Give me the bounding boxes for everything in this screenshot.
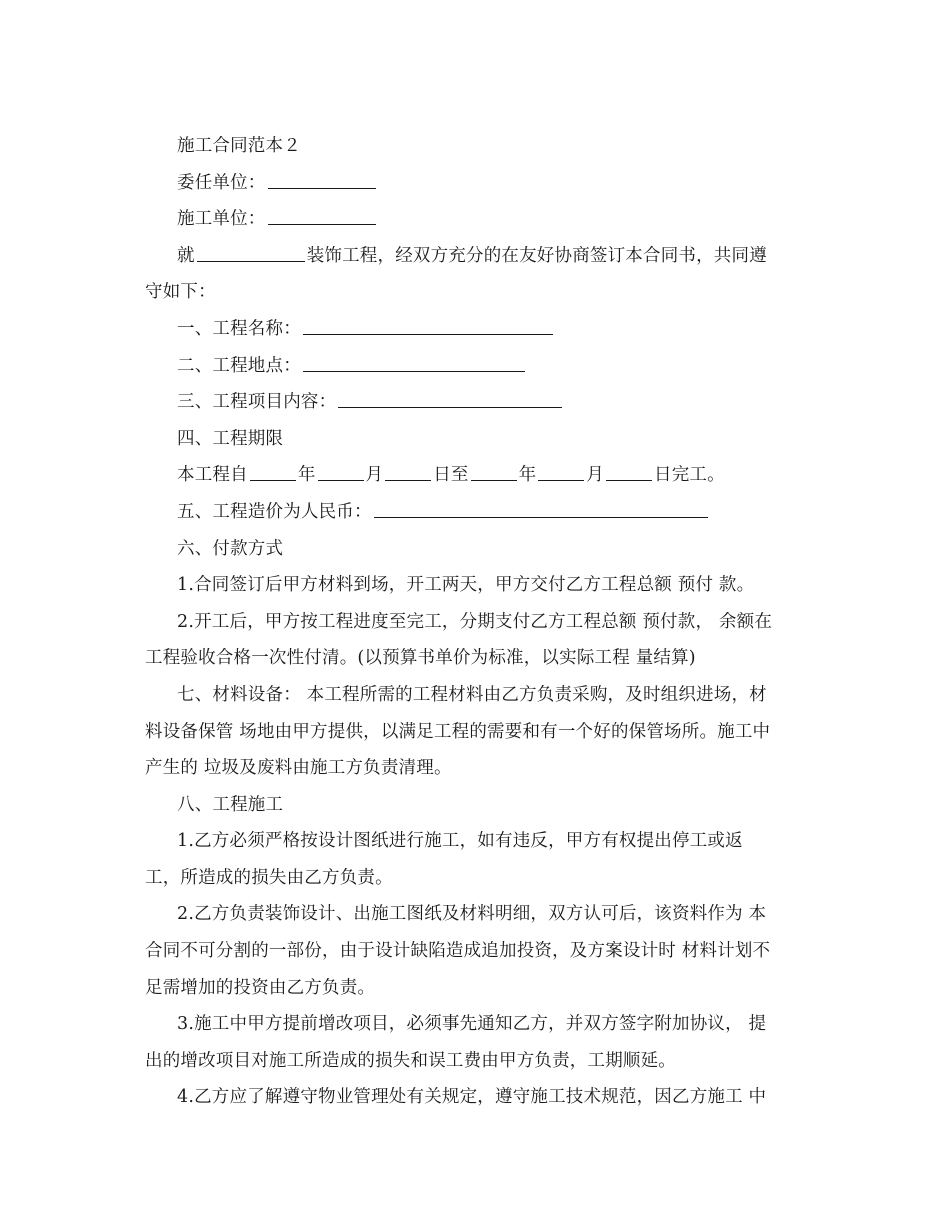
section-1-label: 一、工程名称： [177,318,301,339]
construction-clause-1-cont-text: 工，所造成的损失由乙方负责。 [145,867,393,888]
construction-clause-2-text: 2.乙方负责装饰设计、出施工图纸及材料明细，双方认可后，该资料作为 本 [177,904,767,925]
construction-clause-1 [145,823,805,860]
title-text: 施工合同范本２ [177,136,301,156]
project-content-blank [338,389,562,408]
period-month: 月 [365,465,384,486]
period-line [145,457,805,494]
section-7-cont-2 [145,750,805,787]
construction-clause-2 [145,896,805,933]
payment-clause-2-cont-text: 工程验收合格一次性付清。(以预算书单价为标准，以实际工程 量结算) [145,648,696,669]
intro-prefix: 就 [177,245,195,266]
period-end: 日完工。 [654,465,725,486]
section-5-label: 五、工程造价为人民币： [177,501,372,522]
contractor-blank [268,206,376,225]
construction-clause-4 [145,1079,805,1116]
period-day-to: 日至 [433,465,469,486]
payment-clause-2 [145,604,805,641]
start-year-blank [250,462,296,481]
payment-clause-1 [145,567,805,604]
payment-clause-1-text: 1.合同签订后甲方材料到场，开工两天，甲方交付乙方工程总额 预付 款。 [177,575,755,596]
section-2 [145,348,805,385]
construction-clause-3-cont [145,1043,805,1080]
payment-clause-2-cont [145,640,805,677]
client-line [145,165,805,202]
section-6-label: 六、付款方式 [177,538,284,559]
section-7-cont-2-text: 产生的 垃圾及废料由施工方负责清理。 [145,758,452,779]
construction-clause-4-text: 4.乙方应了解遵守物业管理处有关规定，遵守施工技术规范，因乙方施工 中 [177,1087,767,1108]
section-1 [145,311,805,348]
section-3 [145,384,805,421]
construction-clause-2-cont-1 [145,933,805,970]
intro-line [145,238,805,275]
period-month2: 月 [586,465,605,486]
client-label: 委任单位： [177,172,266,193]
client-blank [268,170,376,189]
construction-clause-1-text: 1.乙方必须严格按设计图纸进行施工，如有违反，甲方有权提出停工或返 [177,831,743,852]
section-7-text: 七、材料设备： 本工程所需的工程材料由乙方负责采购，及时组织进场，材 [177,684,767,705]
section-2-label: 二、工程地点： [177,355,301,376]
construction-clause-3-text: 3.施工中甲方提前增改项目，必须事先通知乙方，并双方签字附加协议， 提 [177,1014,767,1035]
project-name-blank [303,316,553,335]
construction-clause-2-cont-2-text: 足需增加的投资由乙方负责。 [145,977,376,998]
start-month-blank [318,462,364,481]
project-blank [197,243,305,262]
section-4-label: 四、工程期限 [177,428,284,449]
construction-clause-2-cont-1-text: 合同不可分割的一部份，由于设计缺陷造成追加投资，及方案设计时 材料计划不 [145,941,771,962]
end-year-blank [471,462,517,481]
period-year2: 年 [518,465,537,486]
contractor-line [145,201,805,238]
section-8-label: 八、工程施工 [177,794,284,815]
section-4 [145,421,805,458]
contractor-label: 施工单位： [177,209,266,230]
construction-clause-2-cont-2 [145,970,805,1007]
payment-clause-2-text: 2.开工后，甲方按工程进度至完工，分期支付乙方工程总额 预付款， 余额在 [177,611,773,632]
section-8 [145,787,805,824]
section-3-label: 三、工程项目内容： [177,392,337,413]
section-7-cont-1-text: 料设备保管 场地由甲方提供，以满足工程的需要和有一个好的保管场所。施工中 [145,721,771,742]
section-7-cont-1 [145,714,805,751]
end-day-blank [606,462,652,481]
intro-cont-text: 守如下： [145,282,216,303]
intro-suffix: 装饰工程，经双方充分的在友好协商签订本合同书，共同遵 [306,245,767,266]
price-blank [374,499,708,518]
end-month-blank [538,462,584,481]
start-day-blank [385,462,431,481]
construction-clause-3-cont-text: 出的增改项目对施工所造成的损失和误工费由甲方负责，工期顺延。 [145,1050,676,1071]
contract-document [145,128,805,1116]
document-title [145,128,805,165]
intro-continuation [145,274,805,311]
period-prefix: 本工程自 [177,465,248,486]
construction-clause-1-cont [145,860,805,897]
project-location-blank [303,353,525,372]
section-5 [145,494,805,531]
period-year: 年 [297,465,316,486]
construction-clause-3 [145,1006,805,1043]
section-7 [145,677,805,714]
section-6 [145,531,805,568]
